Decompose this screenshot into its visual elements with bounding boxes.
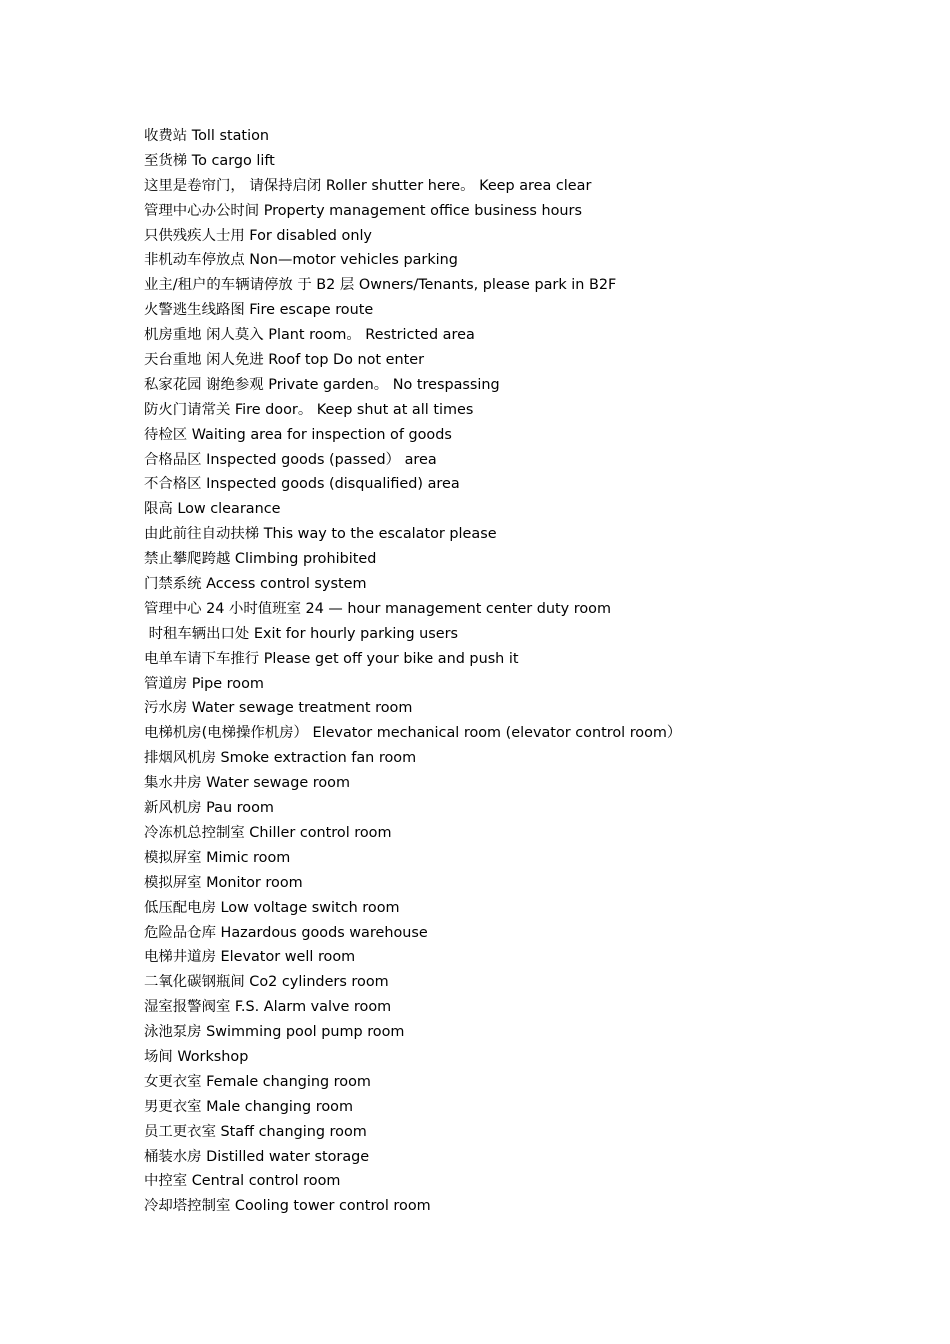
text-line: 低压配电房 Low voltage switch room bbox=[144, 899, 400, 916]
text-line: 管理中心办公时间 Property management office business hours bbox=[144, 202, 582, 219]
text-line: 火警逃生线路图 Fire escape route bbox=[144, 302, 374, 319]
text-line: 管理中心 24 小时值班室 24 — hour management center duty room bbox=[144, 600, 612, 617]
text-line: 女更衣室 Female changing room bbox=[144, 1073, 371, 1090]
text-line: 非机动车停放点 Non—motor vehicles parking bbox=[144, 252, 458, 269]
text-line: 合格品区 Inspected goods (passed） area bbox=[144, 451, 437, 468]
text-line: 冷却塔控制室 Cooling tower control room bbox=[144, 1198, 431, 1215]
text-line: 收费站 Toll station bbox=[144, 128, 269, 144]
text-line: 二氧化碳钢瓶间 Co2 cylinders room bbox=[144, 974, 389, 991]
text-line: 电单车请下车推行 Please get off your bike and push it bbox=[144, 650, 519, 667]
text-line: 模拟屏室 Mimic room bbox=[144, 849, 291, 866]
text-line: 员工更衣室 Staff changing room bbox=[144, 1123, 367, 1140]
text-line: 这里是卷帘门， 请保持启闭 Roller shutter here。 Keep area clear bbox=[144, 177, 592, 194]
text-line: 模拟屏室 Monitor room bbox=[144, 874, 303, 891]
text-line: 泳池泵房 Swimming pool pump room bbox=[144, 1024, 405, 1041]
text-line: 新风机房 Pau room bbox=[144, 800, 274, 817]
text-line: 禁止攀爬跨越 Climbing prohibited bbox=[144, 551, 377, 568]
text-line: 桶装水房 Distilled water storage bbox=[144, 1148, 370, 1165]
text-line: 电梯井道房 Elevator well room bbox=[144, 949, 356, 966]
text-line: 冷冻机总控制室 Chiller control room bbox=[144, 824, 392, 841]
text-line: 湿室报警阀室 F.S. Alarm valve room bbox=[144, 999, 392, 1016]
text-line: 排烟风机房 Smoke extraction fan room bbox=[144, 750, 417, 767]
bilingual-sign-list bbox=[144, 124, 904, 1219]
text-line: 只供残疾人士用 For disabled only bbox=[144, 227, 372, 244]
text-line: 门禁系统 Access control system bbox=[144, 576, 367, 593]
text-line: 集水井房 Water sewage room bbox=[144, 775, 350, 792]
text-line: 男更衣室 Male changing room bbox=[144, 1098, 353, 1115]
text-line: 污水房 Water sewage treatment room bbox=[144, 700, 413, 717]
text-line: 机房重地 闲人莫入 Plant room。 Restricted area bbox=[144, 327, 475, 344]
text-line: 场间 Workshop bbox=[144, 1048, 249, 1065]
text-line: 由此前往自动扶梯 This way to the escalator please bbox=[144, 526, 497, 543]
text-line: 电梯机房(电梯操作机房） Elevator mechanical room (elevator control room） bbox=[144, 725, 682, 742]
text-line: 时租车辆出口处 Exit for hourly parking users bbox=[144, 625, 459, 642]
text-line: 至货梯 To cargo lift bbox=[144, 152, 275, 169]
text-line: 限高 Low clearance bbox=[144, 501, 281, 518]
text-line: 待检区 Waiting area for inspection of goods bbox=[144, 426, 452, 443]
text-line: 不合格区 Inspected goods (disqualified) area bbox=[144, 476, 460, 493]
text-line: 天台重地 闲人免进 Roof top Do not enter bbox=[144, 352, 425, 369]
text-line: 危险品仓库 Hazardous goods warehouse bbox=[144, 924, 428, 941]
text-line: 防火门请常关 Fire door。 Keep shut at all times bbox=[144, 401, 474, 418]
text-line: 管道房 Pipe room bbox=[144, 675, 264, 692]
text-line: 私家花园 谢绝参观 Private garden。 No trespassing bbox=[144, 376, 500, 393]
text-line: 中控室 Central control room bbox=[144, 1173, 341, 1190]
text-line: 业主/租户的车辆请停放 于 B2 层 Owners/Tenants, please park in B2F bbox=[144, 277, 617, 294]
